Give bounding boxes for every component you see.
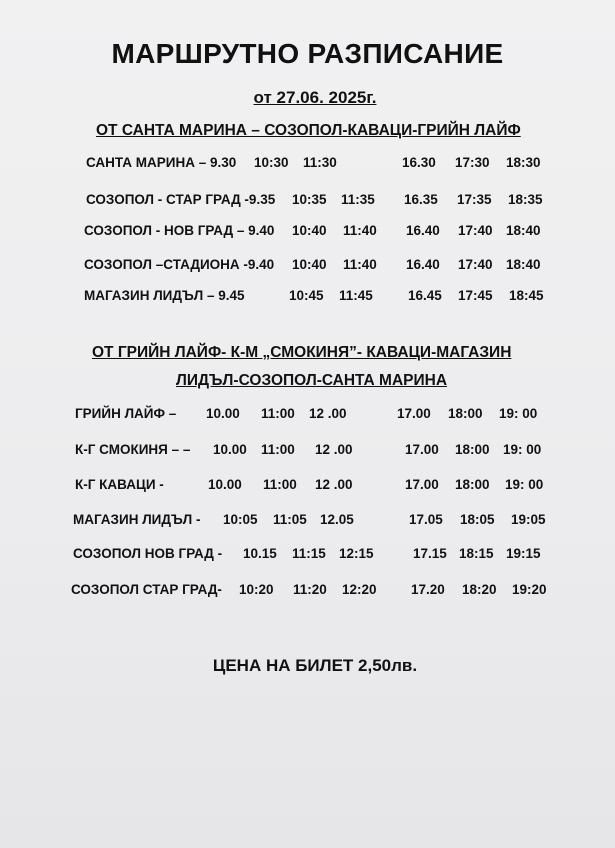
stop-name: К-Г КАВАЦИ - xyxy=(75,477,164,492)
departure-time: 12.05 xyxy=(320,512,354,527)
table-row xyxy=(71,581,565,599)
table-row xyxy=(73,511,565,529)
departure-time: 18:40 xyxy=(506,223,541,238)
departure-time: 19:15 xyxy=(506,546,541,561)
table-row xyxy=(84,222,568,240)
departure-time: 12:15 xyxy=(339,546,374,561)
departure-time: 18:15 xyxy=(459,546,494,561)
departure-time: 11:15 xyxy=(292,546,326,561)
departure-time: 10:40 xyxy=(292,223,327,238)
departure-time: 18:30 xyxy=(506,155,541,170)
departure-time: 18:40 xyxy=(506,257,541,272)
departure-time: 19:20 xyxy=(512,582,547,597)
departure-time: 10.00 xyxy=(208,477,242,492)
departure-time: 10.15 xyxy=(243,546,277,561)
ticket-price: ЦЕНА НА БИЛЕТ 2,50лв. xyxy=(212,656,418,675)
departure-time: 10:40 xyxy=(292,257,327,272)
departure-time: 18:00 xyxy=(448,406,483,421)
departure-time: 11:05 xyxy=(273,512,307,527)
departure-time: 11:40 xyxy=(343,223,377,238)
departure-time: 10:20 xyxy=(239,582,274,597)
departure-time: 10.00 xyxy=(213,442,247,457)
departure-time: 10:05 xyxy=(223,512,258,527)
departure-time: 11:35 xyxy=(341,192,375,207)
table-row xyxy=(84,256,568,274)
departure-time: 11:30 xyxy=(303,155,337,170)
departure-time: 16.30 xyxy=(402,155,436,170)
departure-time: 17.00 xyxy=(405,442,439,457)
stop-name: САНТА МАРИНА – 9.30 xyxy=(86,155,237,170)
departure-time: 19: 00 xyxy=(505,477,544,492)
page-title: МАРШРУТНО РАЗПИСАНИЕ xyxy=(111,38,504,69)
stop-name: СОЗОПОЛ - НОВ ГРАД – 9.40 xyxy=(84,223,275,238)
stop-name: ГРИЙН ЛАЙФ – xyxy=(75,406,177,421)
departure-time: 11:00 xyxy=(261,442,295,457)
effective-date: от 27.06. 2025г. xyxy=(253,88,377,107)
departure-time: 17:40 xyxy=(458,257,493,272)
departure-time: 11:40 xyxy=(343,257,377,272)
departure-time: 16.40 xyxy=(406,223,440,238)
table-row xyxy=(86,191,566,209)
departure-time: 10:45 xyxy=(289,288,324,303)
departure-time: 19:05 xyxy=(511,512,546,527)
departure-time: 17:30 xyxy=(455,155,490,170)
stop-name: К-Г СМОКИНЯ – – xyxy=(75,442,191,457)
departure-time: 17.20 xyxy=(411,582,445,597)
table-row xyxy=(84,287,568,305)
departure-time: 17:45 xyxy=(458,288,493,303)
departure-time: 12 .00 xyxy=(309,406,347,421)
departure-time: 19: 00 xyxy=(499,406,538,421)
stop-name: СОЗОПОЛ - СТАР ГРАД -9.35 xyxy=(86,192,276,207)
route2-heading-line2: ЛИДЪЛ-СОЗОПОЛ-САНТА МАРИНА xyxy=(176,372,448,389)
departure-time: 16.45 xyxy=(408,288,442,303)
departure-time: 17:40 xyxy=(458,223,493,238)
departure-time: 16.40 xyxy=(406,257,440,272)
stop-name: МАГАЗИН ЛИДЪЛ - xyxy=(73,512,201,527)
departure-time: 12 .00 xyxy=(315,442,353,457)
stop-name: СОЗОПОЛ –СТАДИОНА -9.40 xyxy=(84,257,275,272)
departure-time: 12:20 xyxy=(342,582,377,597)
departure-time: 17.00 xyxy=(397,406,431,421)
departure-time: 17.15 xyxy=(413,546,447,561)
departure-time: 11:00 xyxy=(263,477,297,492)
departure-time: 17:35 xyxy=(457,192,492,207)
departure-time: 12 .00 xyxy=(315,477,353,492)
table-row xyxy=(75,441,565,459)
stop-name: МАГАЗИН ЛИДЪЛ – 9.45 xyxy=(84,288,245,303)
table-row xyxy=(75,405,565,423)
departure-time: 18:45 xyxy=(509,288,544,303)
departure-time: 11:45 xyxy=(339,288,373,303)
departure-time: 18:00 xyxy=(455,477,490,492)
table-row xyxy=(86,154,566,172)
departure-time: 19: 00 xyxy=(503,442,542,457)
departure-time: 18:35 xyxy=(508,192,543,207)
departure-time: 17.00 xyxy=(405,477,439,492)
departure-time: 18:00 xyxy=(455,442,490,457)
route1-heading: ОТ САНТА МАРИНА – СОЗОПОЛ-КАВАЦИ-ГРИЙН ЛАЙФ xyxy=(96,122,521,139)
departure-time: 17.05 xyxy=(409,512,443,527)
departure-time: 11:00 xyxy=(261,406,295,421)
departure-time: 10.00 xyxy=(206,406,240,421)
table-row xyxy=(75,476,565,494)
departure-time: 10:35 xyxy=(292,192,327,207)
departure-time: 16.35 xyxy=(404,192,438,207)
stop-name: СОЗОПОЛ НОВ ГРАД - xyxy=(73,546,223,561)
departure-time: 10:30 xyxy=(254,155,289,170)
table-row xyxy=(73,545,565,563)
route2-heading-line1: ОТ ГРИЙН ЛАЙФ- К-М „СМОКИНЯ”- КАВАЦИ-МАГАЗИН xyxy=(92,344,512,361)
stop-name: СОЗОПОЛ СТАР ГРАД- xyxy=(71,582,222,597)
departure-time: 18:20 xyxy=(462,582,497,597)
departure-time: 11:20 xyxy=(293,582,327,597)
departure-time: 18:05 xyxy=(460,512,495,527)
